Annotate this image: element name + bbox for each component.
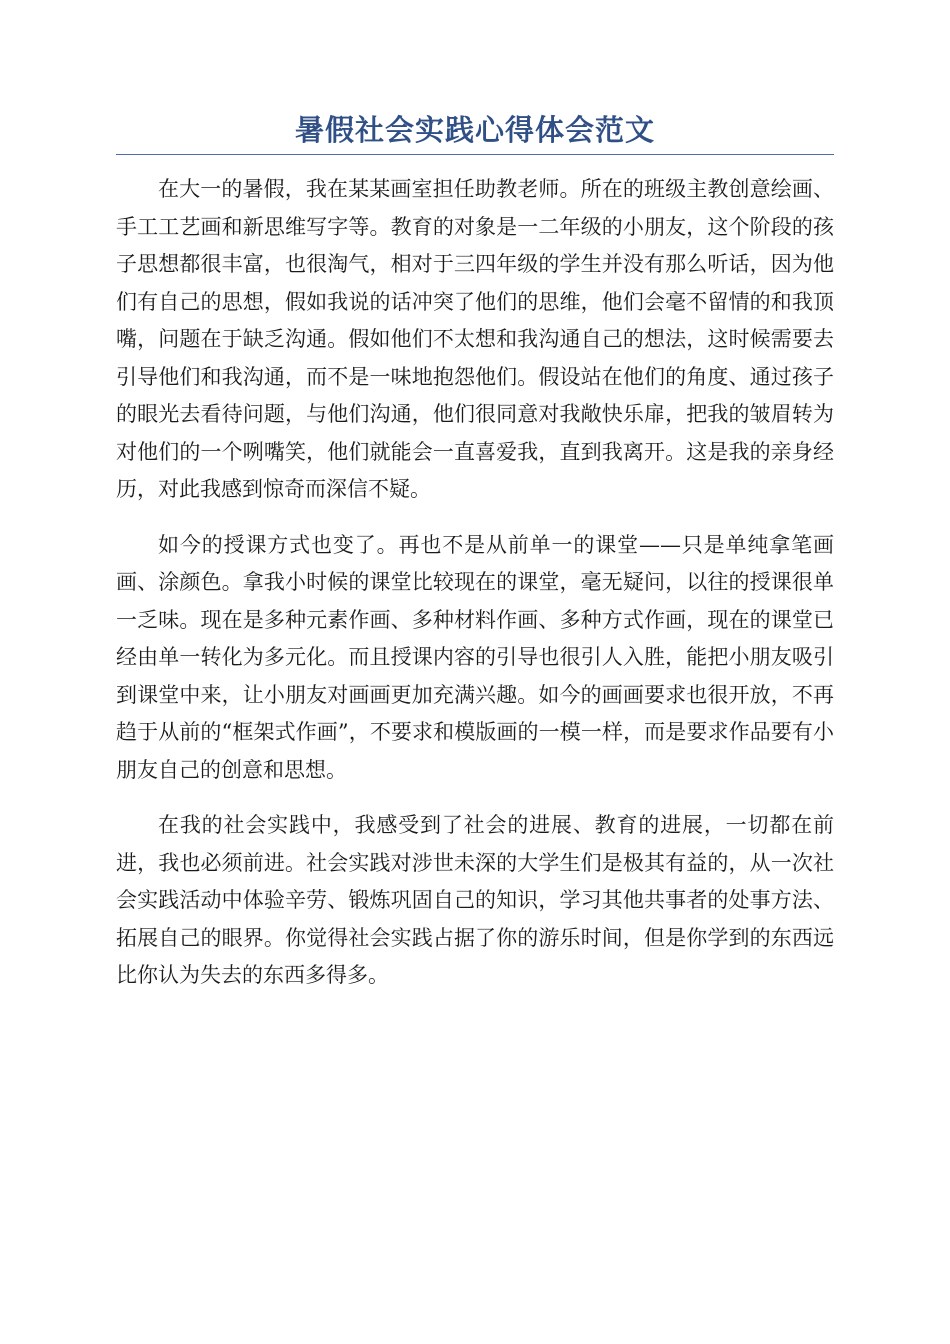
paragraph-3: 在我的社会实践中，我感受到了社会的进展、教育的进展，一切都在前进，我也必须前进。社会实践对涉世未深的大学生们是极其有益的，从一次社会实践活动中体验辛劳、锻炼巩固自己的知识，学习其他共事者的处事方法、拓展自己的眼界。你觉得社会实践占据了你的游乐时间，但是你学到的东西远比你认为失去的东西多得多。 <box>116 813 834 987</box>
document-title: 暑假社会实践心得体会范文 <box>116 108 834 155</box>
document-body <box>116 171 834 995</box>
document-page <box>116 108 834 1013</box>
paragraph-1: 在大一的暑假，我在某某画室担任助教老师。所在的班级主教创意绘画、手工工艺画和新思维写字等。教育的对象是一二年级的小朋友，这个阶段的孩子思想都很丰富，也很淘气，相对于三四年级的学生并没有那么听话，因为他们有自己的思想，假如我说的话冲突了他们的思维，他们会毫不留情的和我顶嘴，问题在于缺乏沟通。假如他们不太想和我沟通自己的想法，这时候需要去引导他们和我沟通，而不是一味地抱怨他们。假设站在他们的角度、通过孩子的眼光去看待问题，与他们沟通，他们很同意对我敞快乐扉，把我的皱眉转为对他们的一个咧嘴笑，他们就能会一直喜爱我，直到我离开。这是我的亲身经历，对此我感到惊奇而深信不疑。 <box>116 177 834 501</box>
paragraph-2: 如今的授课方式也变了。再也不是从前单一的课堂——只是单纯拿笔画画、涂颜色。拿我小时候的课堂比较现在的课堂，毫无疑问，以往的授课很单一乏味。现在是多种元素作画、多种材料作画、多种方式作画，现在的课堂已经由单一转化为多元化。而且授课内容的引导也很引人入胜，能把小朋友吸引到课堂中来，让小朋友对画画更加充满兴趣。如今的画画要求也很开放，不再趋于从前的“框架式作画”，不要求和模版画的一模一样，而是要求作品要有小朋友自己的创意和思想。 <box>116 532 834 782</box>
